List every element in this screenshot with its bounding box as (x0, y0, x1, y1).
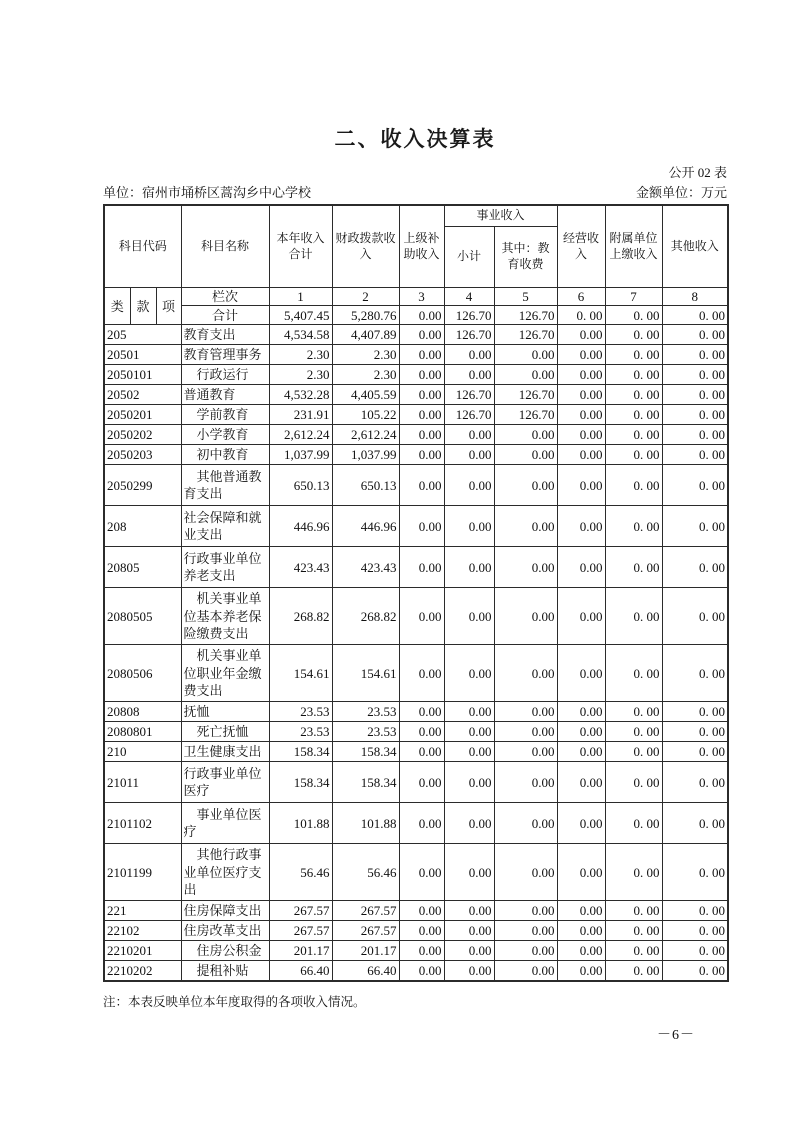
row-value-cell: 423.43 (269, 547, 332, 588)
table-row (104, 901, 728, 921)
row-value-cell: 0.00 (494, 425, 557, 445)
row-value-cell: 0.00 (557, 762, 605, 803)
header-business-education-fee: 其中：教育收费 (494, 227, 557, 288)
row-value-cell: 0. 00 (605, 941, 662, 961)
rank-number: 2 (332, 288, 399, 306)
row-value-cell: 0.00 (557, 547, 605, 588)
row-value-cell: 0.00 (494, 762, 557, 803)
row-value-cell: 2.30 (269, 345, 332, 365)
row-code-cell: 2050299 (104, 465, 181, 506)
row-value-cell: 126.70 (444, 385, 494, 405)
row-value-cell: 0. 00 (605, 547, 662, 588)
row-name-cell: 提租补贴 (181, 961, 269, 982)
row-value-cell: 0.00 (444, 921, 494, 941)
row-name-cell: 住房公积金 (181, 941, 269, 961)
row-value-cell: 267.57 (269, 921, 332, 941)
row-value-cell: 0.00 (399, 742, 444, 762)
row-code-cell: 208 (104, 506, 181, 547)
row-value-cell: 0. 00 (605, 803, 662, 844)
row-value-cell: 0.00 (557, 645, 605, 702)
row-value-cell: 101.88 (269, 803, 332, 844)
rank-number: 8 (662, 288, 728, 306)
total-label: 合计 (181, 306, 269, 325)
row-value-cell: 4,405.59 (332, 385, 399, 405)
row-value-cell: 4,532.28 (269, 385, 332, 405)
row-value-cell: 0.00 (399, 901, 444, 921)
row-value-cell: 126.70 (494, 325, 557, 345)
row-code-cell: 2050101 (104, 365, 181, 385)
total-value: 0. 00 (557, 306, 605, 325)
row-value-cell: 0.00 (557, 844, 605, 901)
row-value-cell: 0.00 (494, 941, 557, 961)
row-code-cell: 2101199 (104, 844, 181, 901)
row-name-cell: 学前教育 (181, 405, 269, 425)
header-business-income-group: 事业收入 (444, 205, 557, 227)
row-value-cell: 0.00 (444, 844, 494, 901)
row-value-cell: 650.13 (269, 465, 332, 506)
row-value-cell: 0.00 (444, 742, 494, 762)
row-value-cell: 0. 00 (662, 844, 728, 901)
table-row (104, 762, 728, 803)
row-value-cell: 0.00 (557, 921, 605, 941)
row-value-cell: 2,612.24 (269, 425, 332, 445)
row-value-cell: 0.00 (557, 702, 605, 722)
table-row (104, 506, 728, 547)
row-name-cell: 教育管理事务 (181, 345, 269, 365)
row-value-cell: 154.61 (269, 645, 332, 702)
row-value-cell: 0.00 (494, 345, 557, 365)
row-value-cell: 0.00 (494, 921, 557, 941)
row-value-cell: 0. 00 (662, 405, 728, 425)
row-value-cell: 1,037.99 (332, 445, 399, 465)
row-name-cell: 社会保障和就业支出 (181, 506, 269, 547)
row-value-cell: 0. 00 (662, 465, 728, 506)
row-value-cell: 0. 00 (662, 742, 728, 762)
row-value-cell: 0.00 (399, 506, 444, 547)
row-value-cell: 0. 00 (605, 961, 662, 982)
table-row (104, 445, 728, 465)
row-value-cell: 0.00 (399, 325, 444, 345)
row-value-cell: 0.00 (494, 844, 557, 901)
table-row (104, 588, 728, 645)
row-value-cell: 105.22 (332, 405, 399, 425)
row-value-cell: 0.00 (399, 365, 444, 385)
row-value-cell: 0. 00 (605, 742, 662, 762)
row-value-cell: 0.00 (399, 645, 444, 702)
table-header (104, 205, 728, 288)
row-value-cell: 0. 00 (662, 385, 728, 405)
row-value-cell: 231.91 (269, 405, 332, 425)
row-value-cell: 0.00 (444, 445, 494, 465)
row-name-cell: 机关事业单位基本养老保险缴费支出 (181, 588, 269, 645)
row-value-cell: 267.57 (269, 901, 332, 921)
row-value-cell: 0.00 (494, 645, 557, 702)
row-value-cell: 0. 00 (662, 941, 728, 961)
sub-header-section: 款 (130, 288, 156, 325)
table-row (104, 702, 728, 722)
row-value-cell: 0. 00 (662, 345, 728, 365)
row-value-cell: 0.00 (444, 465, 494, 506)
row-value-cell: 56.46 (269, 844, 332, 901)
table-row (104, 844, 728, 901)
row-value-cell: 650.13 (332, 465, 399, 506)
rank-row (104, 288, 728, 306)
row-value-cell: 0. 00 (605, 722, 662, 742)
header-fiscal-appropriation: 财政拨款收入 (332, 205, 399, 288)
row-value-cell: 0.00 (399, 844, 444, 901)
row-value-cell: 0. 00 (662, 506, 728, 547)
table-row (104, 921, 728, 941)
amount-unit-label: 金额单位：万元 (635, 185, 727, 200)
row-name-cell: 其他行政事业单位医疗支出 (181, 844, 269, 901)
row-value-cell: 0. 00 (605, 445, 662, 465)
table-row (104, 405, 728, 425)
row-code-cell: 2050202 (104, 425, 181, 445)
table-row (104, 345, 728, 365)
row-value-cell: 0.00 (557, 445, 605, 465)
row-value-cell: 0.00 (444, 941, 494, 961)
row-name-cell: 机关事业单位职业年金缴费支出 (181, 645, 269, 702)
table-row (104, 425, 728, 445)
row-code-cell: 2080506 (104, 645, 181, 702)
table-row (104, 547, 728, 588)
row-value-cell: 0.00 (399, 803, 444, 844)
row-code-cell: 20501 (104, 345, 181, 365)
row-value-cell: 267.57 (332, 921, 399, 941)
row-name-cell: 行政运行 (181, 365, 269, 385)
row-name-cell: 死亡抚恤 (181, 722, 269, 742)
row-value-cell: 0.00 (494, 365, 557, 385)
row-value-cell: 0.00 (399, 405, 444, 425)
row-code-cell: 20502 (104, 385, 181, 405)
row-value-cell: 0. 00 (605, 345, 662, 365)
header-superior-subsidy: 上级补助收入 (399, 205, 444, 288)
row-value-cell: 154.61 (332, 645, 399, 702)
row-value-cell: 2.30 (332, 345, 399, 365)
table-row (104, 465, 728, 506)
row-code-cell: 2101102 (104, 803, 181, 844)
row-name-cell: 住房改革支出 (181, 921, 269, 941)
page-content (103, 0, 727, 1044)
row-value-cell: 0. 00 (605, 588, 662, 645)
row-value-cell: 126.70 (444, 325, 494, 345)
row-value-cell: 0.00 (399, 547, 444, 588)
row-name-cell: 其他普通教育支出 (181, 465, 269, 506)
row-value-cell: 446.96 (269, 506, 332, 547)
row-value-cell: 0.00 (557, 385, 605, 405)
table-row (104, 742, 728, 762)
total-value: 0. 00 (605, 306, 662, 325)
table-row (104, 325, 728, 345)
row-value-cell: 0.00 (557, 345, 605, 365)
row-value-cell: 0.00 (399, 465, 444, 506)
row-value-cell: 0. 00 (662, 961, 728, 982)
rank-number: 7 (605, 288, 662, 306)
row-value-cell: 0.00 (444, 702, 494, 722)
row-value-cell: 0.00 (399, 941, 444, 961)
sub-header-class: 类 (104, 288, 130, 325)
row-value-cell: 158.34 (269, 762, 332, 803)
row-value-cell: 0.00 (399, 385, 444, 405)
rank-number: 5 (494, 288, 557, 306)
row-value-cell: 0.00 (399, 961, 444, 982)
row-value-cell: 0.00 (399, 702, 444, 722)
row-value-cell: 0.00 (399, 588, 444, 645)
table-row (104, 645, 728, 702)
row-value-cell: 0.00 (557, 365, 605, 385)
row-value-cell: 0.00 (399, 921, 444, 941)
income-table (103, 204, 729, 982)
row-value-cell: 0.00 (557, 588, 605, 645)
row-value-cell: 0. 00 (662, 901, 728, 921)
row-value-cell: 0. 00 (605, 325, 662, 345)
row-code-cell: 221 (104, 901, 181, 921)
row-name-cell: 初中教育 (181, 445, 269, 465)
row-value-cell: 0. 00 (662, 702, 728, 722)
header-other-income: 其他收入 (662, 205, 728, 288)
row-value-cell: 0.00 (557, 405, 605, 425)
row-value-cell: 0. 00 (605, 645, 662, 702)
row-code-cell: 210 (104, 742, 181, 762)
sub-header-item: 项 (156, 288, 181, 325)
row-value-cell: 126.70 (494, 405, 557, 425)
rank-label: 栏次 (181, 288, 269, 306)
row-value-cell: 0.00 (494, 742, 557, 762)
row-value-cell: 0.00 (444, 803, 494, 844)
table-code-label: 公开 02 表 (668, 165, 727, 180)
row-value-cell: 0.00 (494, 445, 557, 465)
row-value-cell: 0. 00 (662, 762, 728, 803)
row-value-cell: 1,037.99 (269, 445, 332, 465)
row-value-cell: 158.34 (332, 742, 399, 762)
row-value-cell: 2.30 (269, 365, 332, 385)
row-value-cell: 0.00 (494, 465, 557, 506)
row-value-cell: 158.34 (269, 742, 332, 762)
row-value-cell: 0. 00 (605, 425, 662, 445)
row-name-cell: 行政事业单位养老支出 (181, 547, 269, 588)
row-value-cell: 0.00 (399, 345, 444, 365)
header-business-subtotal: 小计 (444, 227, 494, 288)
row-value-cell: 0.00 (557, 465, 605, 506)
row-value-cell: 0.00 (444, 365, 494, 385)
header-year-total: 本年收入合计 (269, 205, 332, 288)
row-value-cell: 2.30 (332, 365, 399, 385)
row-value-cell: 0.00 (557, 901, 605, 921)
row-value-cell: 23.53 (332, 702, 399, 722)
row-code-cell: 2210202 (104, 961, 181, 982)
row-code-cell: 2050203 (104, 445, 181, 465)
row-value-cell: 0. 00 (605, 921, 662, 941)
row-value-cell: 0.00 (557, 722, 605, 742)
row-name-cell: 事业单位医疗 (181, 803, 269, 844)
row-value-cell: 66.40 (332, 961, 399, 982)
row-value-cell: 66.40 (269, 961, 332, 982)
row-value-cell: 0. 00 (605, 385, 662, 405)
row-value-cell: 0. 00 (662, 722, 728, 742)
total-value: 0. 00 (662, 306, 728, 325)
row-value-cell: 0.00 (399, 445, 444, 465)
row-value-cell: 0. 00 (662, 425, 728, 445)
row-code-cell: 205 (104, 325, 181, 345)
row-value-cell: 0.00 (444, 901, 494, 921)
row-value-cell: 0. 00 (662, 445, 728, 465)
row-code-cell: 2050201 (104, 405, 181, 425)
row-value-cell: 23.53 (269, 722, 332, 742)
row-value-cell: 101.88 (332, 803, 399, 844)
row-value-cell: 0.00 (557, 506, 605, 547)
row-value-cell: 0.00 (399, 425, 444, 445)
row-value-cell: 0. 00 (605, 405, 662, 425)
row-value-cell: 201.17 (332, 941, 399, 961)
row-value-cell: 0.00 (444, 762, 494, 803)
row-name-cell: 小学教育 (181, 425, 269, 445)
row-value-cell: 0. 00 (662, 325, 728, 345)
row-code-cell: 2210201 (104, 941, 181, 961)
total-value: 5,407.45 (269, 306, 332, 325)
header-subject-code: 科目代码 (104, 205, 181, 288)
rank-number: 6 (557, 288, 605, 306)
table-row (104, 961, 728, 982)
rank-number: 1 (269, 288, 332, 306)
row-name-cell: 普通教育 (181, 385, 269, 405)
total-value: 126.70 (444, 306, 494, 325)
row-value-cell: 0.00 (557, 742, 605, 762)
row-value-cell: 0.00 (557, 325, 605, 345)
table-row (104, 941, 728, 961)
row-value-cell: 201.17 (269, 941, 332, 961)
header-row-band (104, 205, 728, 227)
table-row (104, 722, 728, 742)
row-value-cell: 0. 00 (605, 844, 662, 901)
row-value-cell: 0.00 (444, 506, 494, 547)
row-value-cell: 23.53 (332, 722, 399, 742)
table-row (104, 803, 728, 844)
row-value-cell: 0. 00 (662, 803, 728, 844)
row-value-cell: 0.00 (444, 588, 494, 645)
row-value-cell: 56.46 (332, 844, 399, 901)
row-name-cell: 抚恤 (181, 702, 269, 722)
header-subject-name: 科目名称 (181, 205, 269, 288)
row-value-cell: 0. 00 (605, 465, 662, 506)
row-name-cell: 住房保障支出 (181, 901, 269, 921)
row-value-cell: 0.00 (494, 506, 557, 547)
row-value-cell: 0.00 (557, 941, 605, 961)
meta-line (103, 182, 727, 201)
row-value-cell: 0. 00 (605, 702, 662, 722)
row-value-cell: 0.00 (494, 803, 557, 844)
row-name-cell: 教育支出 (181, 325, 269, 345)
row-name-cell: 行政事业单位医疗 (181, 762, 269, 803)
row-value-cell: 4,407.89 (332, 325, 399, 345)
row-value-cell: 0.00 (557, 425, 605, 445)
row-value-cell: 0. 00 (662, 645, 728, 702)
row-value-cell: 0.00 (557, 961, 605, 982)
row-value-cell: 0. 00 (605, 762, 662, 803)
row-value-cell: 0.00 (494, 588, 557, 645)
row-value-cell: 0. 00 (662, 588, 728, 645)
row-value-cell: 0.00 (557, 803, 605, 844)
row-value-cell: 423.43 (332, 547, 399, 588)
total-value: 126.70 (494, 306, 557, 325)
page-title: 二、收入决算表 (334, 128, 496, 151)
row-value-cell: 0. 00 (662, 921, 728, 941)
row-value-cell: 0. 00 (605, 506, 662, 547)
row-value-cell: 126.70 (494, 385, 557, 405)
row-code-cell: 22102 (104, 921, 181, 941)
row-value-cell: 0.00 (444, 547, 494, 588)
row-value-cell: 0. 00 (605, 365, 662, 385)
row-value-cell: 126.70 (444, 405, 494, 425)
row-value-cell: 267.57 (332, 901, 399, 921)
row-value-cell: 268.82 (332, 588, 399, 645)
row-value-cell: 0.00 (444, 425, 494, 445)
row-code-cell: 2080801 (104, 722, 181, 742)
total-row (104, 306, 728, 325)
row-code-cell: 21011 (104, 762, 181, 803)
header-operating-income: 经营收入 (557, 205, 605, 288)
row-value-cell: 0.00 (399, 722, 444, 742)
row-value-cell: 0.00 (494, 547, 557, 588)
row-name-cell: 卫生健康支出 (181, 742, 269, 762)
row-value-cell: 0.00 (494, 702, 557, 722)
row-code-cell: 20805 (104, 547, 181, 588)
row-value-cell: 23.53 (269, 702, 332, 722)
table-note: 注：本表反映单位本年度取得的各项收入情况。 (103, 995, 366, 1010)
row-code-cell: 20808 (104, 702, 181, 722)
total-value: 5,280.76 (332, 306, 399, 325)
table-row (104, 365, 728, 385)
row-value-cell: 0.00 (444, 345, 494, 365)
page-number: －6－ (657, 1028, 695, 1044)
row-value-cell: 0.00 (494, 961, 557, 982)
row-value-cell: 2,612.24 (332, 425, 399, 445)
row-code-cell: 2080505 (104, 588, 181, 645)
unit-label: 单位：宿州市埇桥区蒿沟乡中心学校 (103, 185, 312, 200)
total-value: 0.00 (399, 306, 444, 325)
row-value-cell: 0. 00 (662, 365, 728, 385)
header-affiliated-remit: 附属单位上缴收入 (605, 205, 662, 288)
row-value-cell: 0.00 (444, 645, 494, 702)
table-body (104, 288, 728, 982)
row-value-cell: 0.00 (399, 762, 444, 803)
row-value-cell: 0.00 (444, 961, 494, 982)
rank-number: 3 (399, 288, 444, 306)
row-value-cell: 4,534.58 (269, 325, 332, 345)
rank-number: 4 (444, 288, 494, 306)
row-value-cell: 0. 00 (605, 901, 662, 921)
table-row (104, 385, 728, 405)
row-value-cell: 0.00 (444, 722, 494, 742)
row-value-cell: 446.96 (332, 506, 399, 547)
row-value-cell: 158.34 (332, 762, 399, 803)
row-value-cell: 268.82 (269, 588, 332, 645)
row-value-cell: 0.00 (494, 901, 557, 921)
row-value-cell: 0. 00 (662, 547, 728, 588)
row-value-cell: 0.00 (494, 722, 557, 742)
